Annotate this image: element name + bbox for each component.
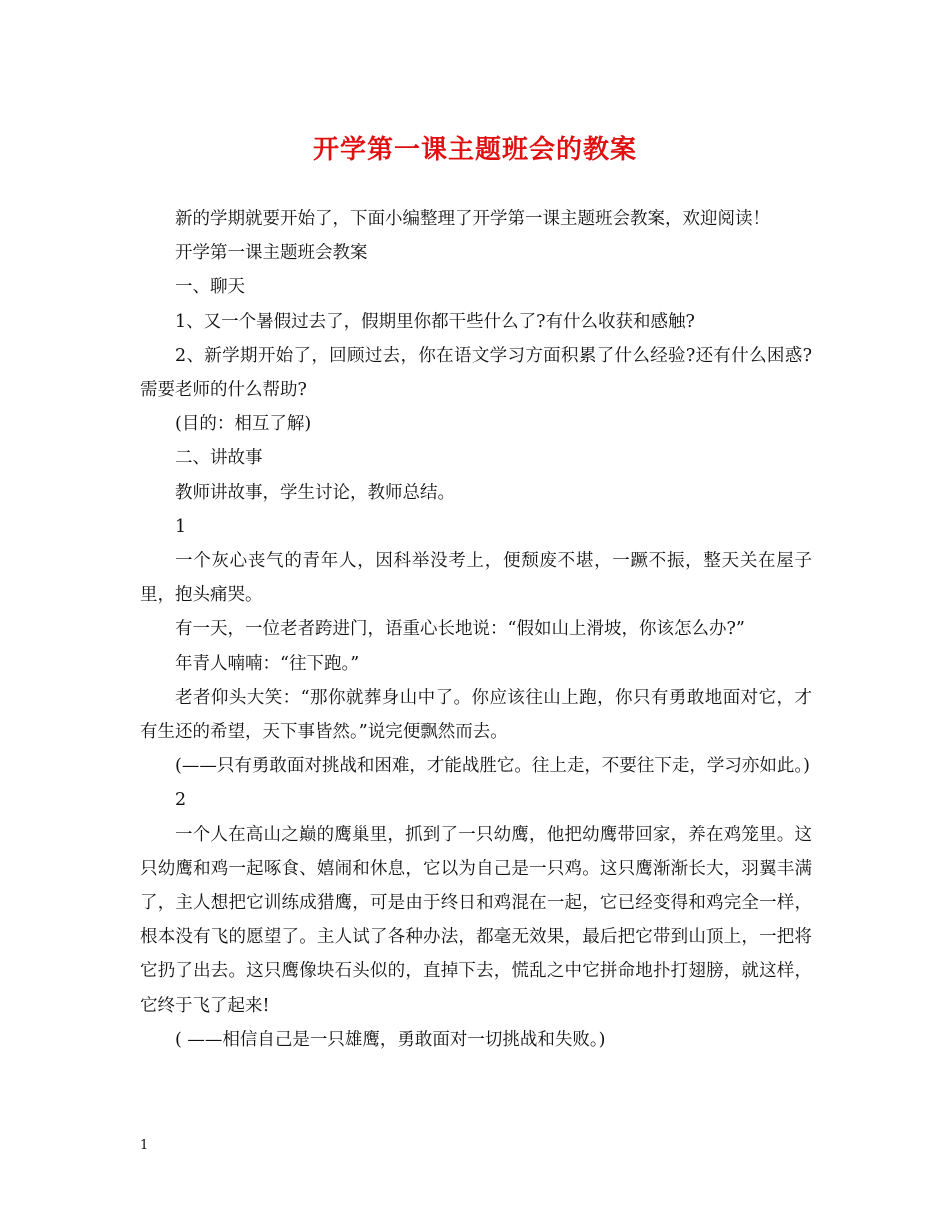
- paragraph-story-1-a: 一个灰心丧气的青年人，因科举没考上，便颓废不堪，一蹶不振，整天关在屋子里，抱头痛哭。: [140, 551, 812, 606]
- story-number-2: 2: [175, 790, 187, 811]
- paragraph-story-intro: 教师讲故事，学生讨论，教师总结。: [175, 482, 455, 503]
- document-body: [140, 202, 812, 1057]
- document-title: 开学第一课主题班会的教案: [312, 135, 637, 165]
- paragraph-question-1: 1、又一个暑假过去了，假期里你都干些什么了?有什么收获和感触?: [175, 311, 695, 332]
- paragraph-story-1-d: 老者仰头大笑：“那你就葬身山中了。你应该往山上跑，你只有勇敢地面对它，才有生还的希望，天下事皆然。”说完便飘然而去。: [140, 687, 812, 743]
- paragraph-story-1-c: 年青人喃喃：“往下跑。”: [175, 653, 360, 674]
- paragraph-purpose: (目的：相互了解): [175, 414, 312, 435]
- paragraph-subtitle: 开学第一课主题班会教案: [175, 243, 368, 264]
- paragraph-story-2-moral: ( ——相信自己是一只雄鹰，勇敢面对一切挑战和失败。): [175, 1029, 606, 1050]
- section-heading-story: 二、讲故事: [175, 448, 263, 469]
- paragraph-story-1-b: 有一天，一位老者跨进门，语重心长地说：“假如山上滑坡，你该怎么办?”: [175, 619, 745, 640]
- section-heading-chat: 一、聊天: [175, 277, 245, 298]
- paragraph-story-1-moral: (——只有勇敢面对挑战和困难，才能战胜它。往上走，不要往下走，学习亦如此。): [175, 756, 810, 777]
- page-number: 1: [140, 1138, 149, 1153]
- paragraph-story-2: 一个人在高山之巅的鹰巢里，抓到了一只幼鹰，他把幼鹰带回家，养在鸡笼里。这只幼鹰和鸡一起啄食、嬉闹和休息，它以为自己是一只鸡。这只鹰渐渐长大，羽翼丰满了，主人想把它训练成猎鹰，可是由于终日和鸡混在一起，它已经变得和鸡完全一样，根本没有飞的愿望了。主人试了各种办法，都毫无效果，最后把它带到山顶上，一把将它扔了出去。这只鹰像块石头似的，直掉下去，慌乱之中它拼命地扑打翅膀，就这样，它终于飞了起来!: [140, 824, 812, 1016]
- paragraph-question-2: 2、新学期开始了，回顾过去，你在语文学习方面积累了什么经验?还有什么困惑?需要老师的什么帮助?: [140, 345, 812, 401]
- paragraph-intro: 新的学期就要开始了，下面小编整理了开学第一课主题班会教案，欢迎阅读！: [175, 209, 770, 229]
- story-number-1: 1: [175, 516, 187, 537]
